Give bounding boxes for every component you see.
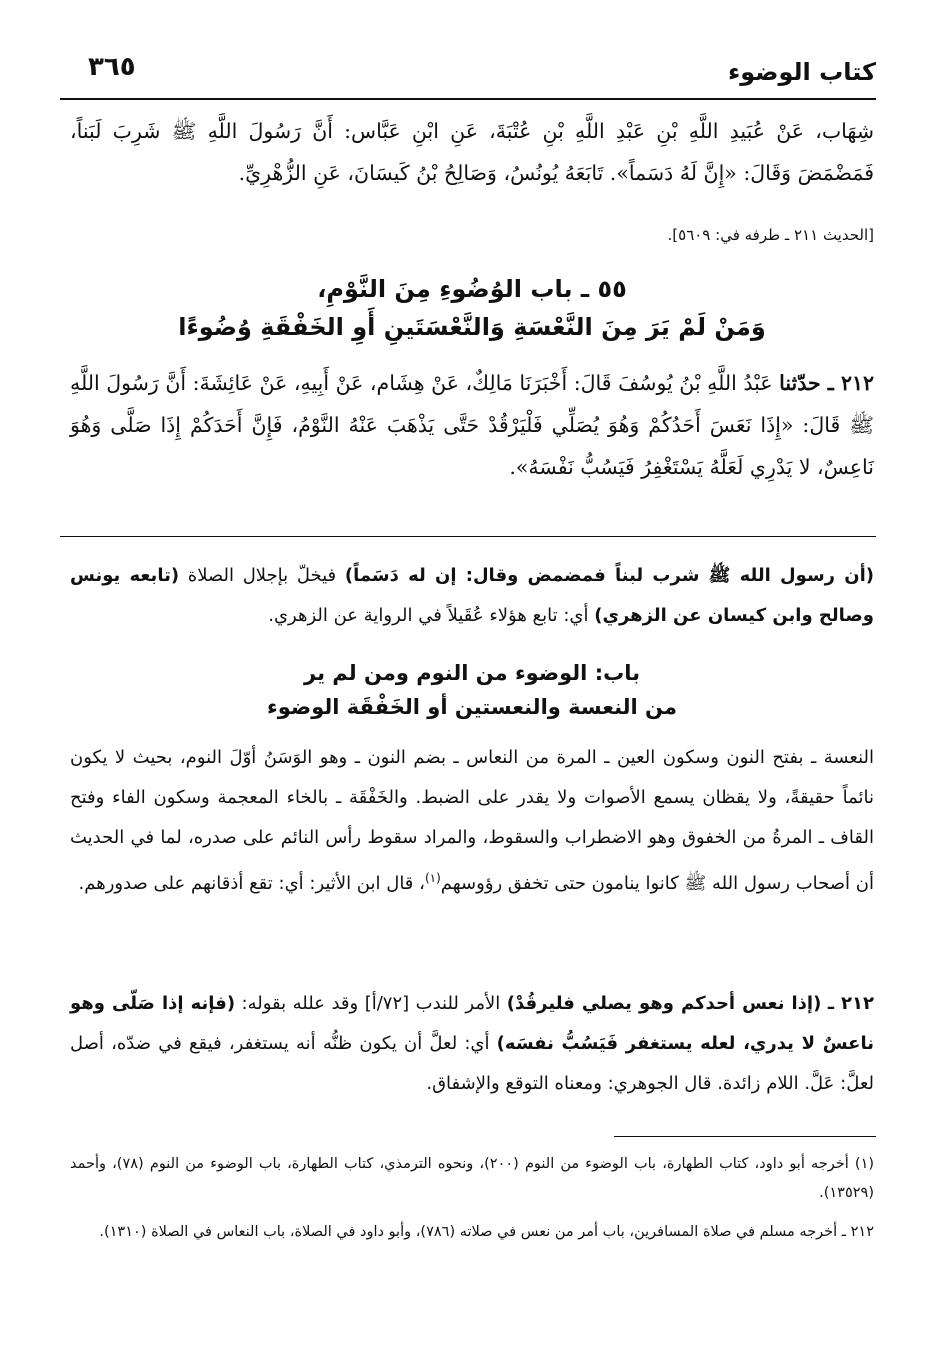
footnote-212-marker: ٢١٢ ـ <box>841 1224 874 1240</box>
footnote-marker: (١) <box>424 871 441 885</box>
commentary-212-quote1: (إذا نعس أحدكم وهو يصلي فليرقُدْ) <box>506 993 822 1014</box>
footnote-1-marker: (١) <box>854 1156 875 1172</box>
footnote-1-text: أخرجه أبو داود، كتاب الطهارة، باب الوضوء من النوم (٢٠٠)، ونحوه الترمذي، كتاب الطهارة، باب الوضوء من النوم (٧٨)، وأحمد (١٣٥٢٩). <box>70 1156 874 1201</box>
footnote-212-text: أخرجه مسلم في صلاة المسافرين، باب أمر من نعس في صلاته (٧٨٦)، وأبو داود في الصلاة، باب النعاس في الصلاة (١٣١٠). <box>99 1224 838 1240</box>
book-title: كتاب الوضوء <box>727 58 876 86</box>
commentary-211-quote2: (تابعه يونس وصالح وابن كيسان عن الزهري) <box>70 565 874 626</box>
page-number: ٣٦٥ <box>88 52 136 82</box>
hadith-211-continuation <box>70 110 874 194</box>
commentary-211-quote1: (أن رسول الله ﷺ شرب لبناً فمضمض وقال: إن له دَسَماً) <box>344 565 875 586</box>
footnote-212 <box>70 1218 874 1247</box>
chapter-55-heading-line2: وَمَنْ لَمْ يَرَ مِنَ النَّعْسَةِ وَالنَّعْسَتَينِ أَوِ الخَفْقَةِ وُضُوءًا <box>178 313 766 341</box>
header-rule <box>60 98 876 100</box>
commentary-212-quote2: (فإنه إذا صَلّى وهو ناعسٌ لا يدري، لعله يستغفر فَيَسُبُّ نفسَه) <box>70 993 874 1054</box>
commentary-chapter-heading-line1: باب: الوضوء من النوم ومن لم ير <box>304 661 640 685</box>
footnote-1 <box>70 1150 874 1208</box>
commentary-definitions-text: النعسة ـ بفتح النون وسكون العين ـ المرة من النعاس ـ بضم النون ـ وهو الوَسَنُ أوّلَ النوم، بحيث لا يكون نائماً حقيقةً، ولا يقظان يسمع الأصوات ولا يقدر على الضبط. والخَفْقَة ـ بالخاء المعجمة وسكون الفاء وفتح القاف ـ المرةُ من الخفوق وهو الاضطراب والسقوط، والمراد سقوط رأس النائم على صدره، لما في الحديث أن أصحاب رسول الله ﷺ كانوا ينامون حتى تخفق رؤوسهم <box>70 747 874 894</box>
commentary-separator-rule <box>60 536 876 537</box>
commentary-211-text1: فيخلّ بإجلال الصلاة <box>187 565 337 586</box>
hadith-212 <box>70 362 874 488</box>
commentary-212-text1: الأمر للندب [٧٢/أ] وقد علله بقوله: <box>241 993 501 1014</box>
hadith-212-text: عَبْدُ اللَّهِ بْنُ يُوسُفَ قَالَ: أَخْبَرَنَا مَالِكٌ، عَنْ هِشَام، عَنْ أَبِيهِ، عَنْ عَائِشَةَ: أَنَّ رَسُولَ اللَّهِ ﷺ قَالَ: «إِذَا نَعَسَ أَحَدُكُمْ وَهُوَ يُصَلِّي فَلْيَرْقُدْ حَتَّى يَذْهَبَ عَنْهُ النَّوْمُ، فَإِنَّ أَحَدَكُمْ إِذَا صَلَّى وَهُوَ نَاعِسٌ، لا يَدْرِي لَعَلَّهُ يَسْتَغْفِرُ فَيَسُبُّ نَفْسَهُ». <box>70 371 874 479</box>
hadith-211-reference: [الحديث ٢١١ ـ طرفه في: ٥٦٠٩]. <box>667 226 874 244</box>
hadith-211-text: شِهَاب، عَنْ عُبَيدِ اللَّهِ بْنِ عَبْدِ اللَّهِ بْنِ عُتْبَةَ، عَنِ ابْنِ عَبَّاس: أَنَّ رَسُولَ اللَّهِ ﷺ شَرِبَ لَبَناً، فَمَضْمَضَ وَقَالَ: «إِنَّ لَهُ دَسَماً». تَابَعَهُ يُونُسُ، وَصَالِحُ بْنُ كَيسَانَ، عَنِ الزُّهْرِيِّ. <box>70 119 874 185</box>
chapter-55-heading-line1: ٥٥ ـ باب الوُضُوءِ مِنَ النَّوْمِ، <box>317 275 627 303</box>
commentary-211 <box>70 556 874 636</box>
page-header <box>60 52 876 98</box>
commentary-definitions-tail: ، قال ابن الأثير: أي: تقع أذقانهم على صدورهم. <box>78 873 425 894</box>
commentary-211-text2: أي: تابع هؤلاء عُقَيلاً في الرواية عن الزهري. <box>268 605 589 626</box>
commentary-212 <box>70 984 874 1104</box>
commentary-chapter-heading-line2: من النعسة والنعستين أو الخَفْقَة الوضوء <box>267 695 677 719</box>
hadith-212-number: ٢١٢ ـ حدّثنا <box>779 371 874 395</box>
commentary-212-text2: أي: لعلَّ أن يكون ظنُّه أنه يستغفر، فيقع في ضدّه، أصل لعلَّ: عَلَّ. اللام زائدة. قال الجوهري: ومعناه التوقع والإشفاق. <box>70 1033 874 1094</box>
footnote-rule <box>614 1136 876 1137</box>
commentary-212-number: ٢١٢ ـ <box>827 993 874 1014</box>
commentary-definitions <box>70 738 874 904</box>
